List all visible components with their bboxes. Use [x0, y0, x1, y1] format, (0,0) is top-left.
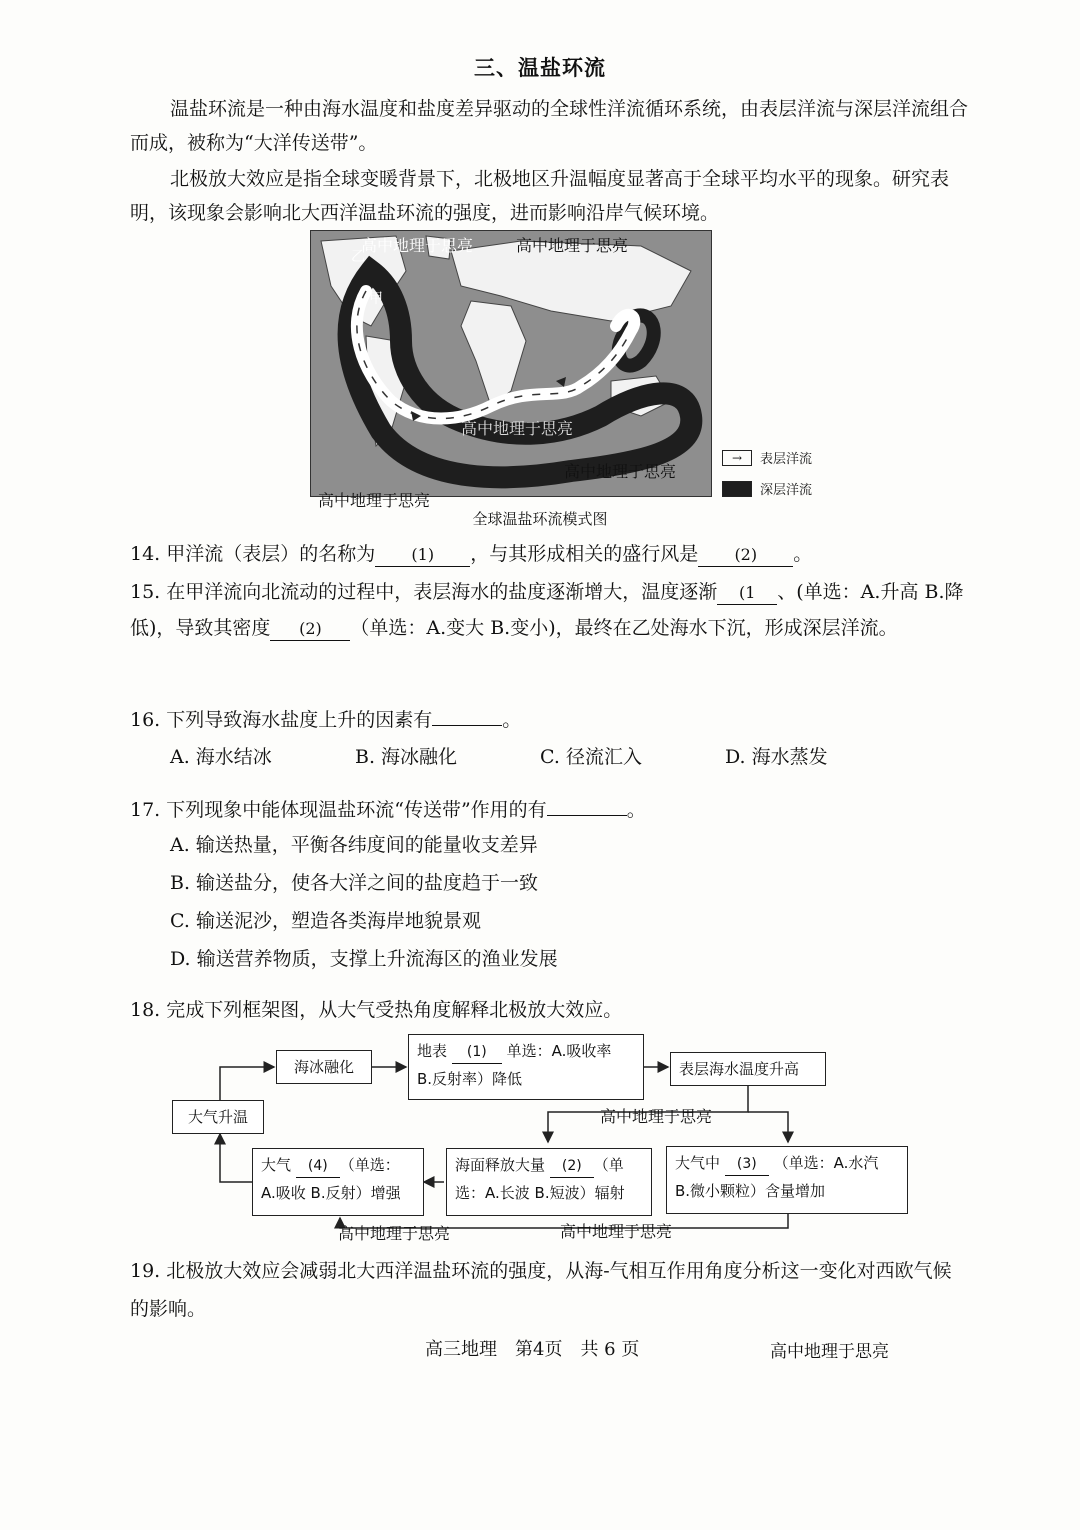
- page-footer: 高三地理 第4页 共 6 页: [425, 1339, 640, 1360]
- map-watermark-4: 高中地理于思亮: [564, 462, 677, 481]
- figure-caption: 全球温盐环流模式图: [472, 510, 608, 528]
- question-18: 18. 完成下列框架图，从大气受热角度解释北极放大效应。: [130, 999, 623, 1021]
- q14-blank-2[interactable]: (2): [698, 544, 793, 567]
- section-title: 三、温盐环流: [474, 55, 606, 80]
- question-17: 17. 下列现象中能体现温盐环流“传送带”作用的有 。: [130, 799, 646, 821]
- q17-blank[interactable]: [547, 815, 627, 816]
- q16-blank[interactable]: [432, 725, 502, 726]
- thermohaline-map: [310, 230, 712, 497]
- q15-blank-2[interactable]: (2): [270, 618, 350, 641]
- box-sea-ice-melt: 海冰融化: [276, 1050, 372, 1084]
- map-watermark-1: 高中地理于思亮: [361, 236, 474, 255]
- flow-watermark-2: 高中地理于思亮: [338, 1224, 451, 1243]
- q17-options: [170, 826, 558, 978]
- label-yi: 乙: [351, 249, 365, 265]
- box-sea-temp-rise: 表层海水温度升高: [670, 1052, 826, 1086]
- legend-deep: 深层洋流: [722, 479, 812, 498]
- box-surface-albedo: 地表 (1) 单选：A.吸收率 B.反射率）降低: [408, 1034, 644, 1100]
- legend-surface: → 表层洋流: [722, 448, 812, 467]
- label-jia: 甲: [369, 291, 383, 307]
- q18-blank-2[interactable]: (2): [550, 1155, 594, 1178]
- q16-option-c[interactable]: C. 径流汇入: [540, 746, 642, 768]
- q14-blank-1[interactable]: (1): [375, 544, 470, 567]
- arrow-icon: →: [722, 450, 752, 466]
- box-air-vapor: 大气中 (3) （单选：A.水汽 B.微小颗粒）含量增加: [666, 1146, 908, 1214]
- footer-watermark: 高中地理于思亮: [770, 1342, 889, 1362]
- box-air-warming: 大气升温: [172, 1100, 264, 1134]
- figure-watermark: 高中地理于思亮: [318, 491, 431, 510]
- q17-option-c[interactable]: C. 输送泥沙，塑造各类海岸地貌景观: [170, 910, 481, 932]
- q17-option-a[interactable]: A. 输送热量，平衡各纬度间的能量收支差异: [170, 834, 538, 856]
- q16-option-b[interactable]: B. 海冰融化: [355, 746, 458, 768]
- intro-paragraph-2: 北极放大效应是指全球变暖背景下，北极地区升温幅度显著高于全球平均水平的现象。研究表明，该现象会影响北大西洋温盐环流的强度，进而影响沿岸气候环境。: [130, 168, 950, 224]
- box-sea-release: 海面释放大量 (2) （单 选：A.长波 B.短波）辐射: [446, 1148, 652, 1216]
- q17-option-b[interactable]: B. 输送盐分，使各大洋之间的盐度趋于一致: [170, 872, 539, 894]
- question-19: 19. 北极放大效应会减弱北大西洋温盐环流的强度，从海-气相互作用角度分析这一变化对西欧气候的影响。: [130, 1260, 952, 1320]
- map-legend: [722, 448, 812, 510]
- q17-option-d[interactable]: D. 输送营养物质，支撑上升流海区的渔业发展: [170, 948, 558, 970]
- map-watermark-3: 高中地理于思亮: [461, 419, 574, 438]
- q16-option-a[interactable]: A. 海水结冰: [170, 746, 272, 768]
- intro-paragraph-1: 温盐环流是一种由海水温度和盐度差异驱动的全球性洋流循环系统，由表层洋流与深层洋流组合而成，被称为“大洋传送带”。: [130, 98, 969, 154]
- q18-blank-3[interactable]: (3): [725, 1153, 769, 1176]
- question-14: 14. 甲洋流（表层）的名称为 (1) ，与其形成相关的盛行风是 (2) 。: [130, 543, 813, 565]
- question-15: 15. 在甲洋流向北流动的过程中，表层海水的盐度逐渐增大，温度逐渐 (1 、(单选：A.升高 B.降低)，导致其密度 (2) （单选：A.变大 B.变小)，最终在乙处海水下沉，形成深层洋流。: [130, 581, 964, 639]
- box-air-absorb: 大气 (4) （单选： A.吸收 B.反射）增强: [252, 1148, 424, 1216]
- flow-watermark-3: 高中地理于思亮: [560, 1222, 673, 1241]
- q15-blank-1[interactable]: (1: [717, 582, 777, 605]
- map-watermark-2: 高中地理于思亮: [516, 236, 629, 255]
- world-map-drawing: [311, 231, 711, 496]
- q16-option-d[interactable]: D. 海水蒸发: [725, 746, 828, 768]
- q16-options: [170, 742, 910, 769]
- q18-blank-4[interactable]: (4): [296, 1155, 340, 1178]
- flow-watermark-1: 高中地理于思亮: [600, 1107, 713, 1126]
- q18-blank-1[interactable]: (1): [452, 1041, 502, 1064]
- deep-swatch-icon: [722, 481, 752, 497]
- question-16: 16. 下列导致海水盐度上升的因素有 。: [130, 709, 522, 731]
